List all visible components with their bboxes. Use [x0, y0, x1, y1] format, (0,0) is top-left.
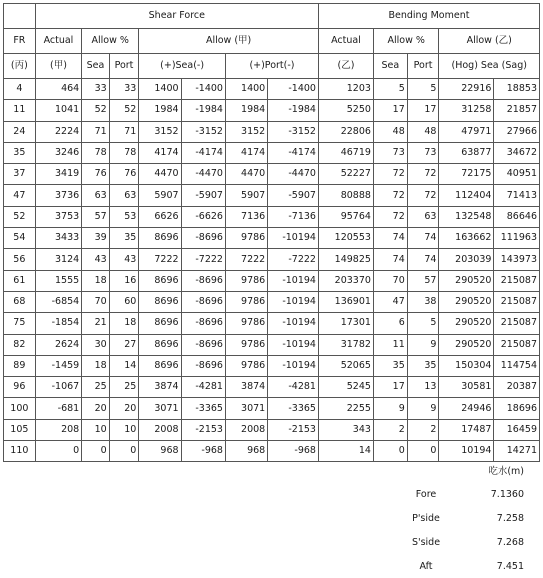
sf-port-neg-cell: -10194	[268, 270, 319, 291]
bm-sea-pct-header: Sea	[373, 54, 407, 79]
bm-sea-pct-cell: 72	[373, 206, 407, 227]
sf-actual-cell: -1459	[35, 355, 82, 376]
bm-actual-cell: 52065	[318, 355, 373, 376]
sf-sea-neg-cell: -8696	[181, 313, 225, 334]
sf-sea-pct-cell: 18	[82, 355, 109, 376]
table-row	[4, 142, 540, 163]
bm-sag-cell: 18853	[494, 79, 540, 100]
sf-port-pos-cell: 4174	[225, 142, 267, 163]
sf-actual-subheader: (甲)	[35, 54, 82, 79]
sf-actual-cell: 3736	[35, 185, 82, 206]
bm-actual-cell: 343	[318, 419, 373, 440]
bm-sag-cell: 215087	[494, 291, 540, 312]
sf-sea-pct-cell: 57	[82, 206, 109, 227]
fr-subheader: (丙)	[4, 54, 36, 79]
sf-port-pct-cell: 63	[109, 185, 139, 206]
bm-port-pct-cell: 13	[407, 377, 439, 398]
sf-port-pct-cell: 71	[109, 121, 139, 142]
sf-sea-neg-cell: -2153	[181, 419, 225, 440]
sf-sea-pos-cell: 968	[139, 441, 181, 462]
sf-sea-pos-cell: 4174	[139, 142, 181, 163]
sf-port-neg-cell: -10194	[268, 334, 319, 355]
sf-sea-pos-cell: 8696	[139, 291, 181, 312]
sf-sea-neg-cell: -1400	[181, 79, 225, 100]
sf-port-pct-cell: 33	[109, 79, 139, 100]
table-row	[4, 313, 540, 334]
bm-sea-pct-cell: 9	[373, 398, 407, 419]
bm-sea-pct-cell: 70	[373, 270, 407, 291]
bm-hog-cell: 290520	[439, 313, 494, 334]
bm-port-pct-header: Port	[407, 54, 439, 79]
bm-actual-cell: 5245	[318, 377, 373, 398]
sf-sea-pos-cell: 3071	[139, 398, 181, 419]
bm-hog-cell: 72175	[439, 164, 494, 185]
bm-actual-cell: 31782	[318, 334, 373, 355]
blank-corner	[4, 4, 36, 29]
sf-port-pct-cell: 78	[109, 142, 139, 163]
draft-value-pside: 7.258	[496, 512, 524, 524]
bm-port-pct-cell: 74	[407, 249, 439, 270]
bm-sag-cell: 14271	[494, 441, 540, 462]
table-row	[4, 121, 540, 142]
fr-cell: 82	[4, 334, 36, 355]
bm-allow-header: Allow (乙)	[439, 29, 540, 54]
sf-port-pos-cell: 2008	[225, 419, 267, 440]
sf-sea-pos-cell: 4470	[139, 164, 181, 185]
shear-force-header: Shear Force	[35, 4, 318, 29]
bm-sea-pct-cell: 74	[373, 249, 407, 270]
sf-actual-cell: 3246	[35, 142, 82, 163]
sf-port-neg-cell: -1984	[268, 100, 319, 121]
sf-actual-cell: 3753	[35, 206, 82, 227]
sf-actual-cell: 3124	[35, 249, 82, 270]
sf-actual-cell: 464	[35, 79, 82, 100]
sf-sea-neg-cell: -6626	[181, 206, 225, 227]
bm-sea-pct-cell: 72	[373, 185, 407, 206]
fr-cell: 4	[4, 79, 36, 100]
bm-port-pct-cell: 9	[407, 334, 439, 355]
bm-actual-cell: 149825	[318, 249, 373, 270]
sf-sea-pos-cell: 8696	[139, 313, 181, 334]
bm-sea-pct-cell: 17	[373, 100, 407, 121]
draft-label-fore: Fore	[415, 488, 437, 500]
sf-port-pos-cell: 4470	[225, 164, 267, 185]
table-row	[4, 100, 540, 121]
sf-port-pct-cell: 35	[109, 228, 139, 249]
sf-port-pct-cell: 10	[109, 419, 139, 440]
sf-port-pct-cell: 18	[109, 313, 139, 334]
bm-port-pct-cell: 72	[407, 164, 439, 185]
bm-actual-header: Actual	[318, 29, 373, 54]
bm-sea-pct-cell: 11	[373, 334, 407, 355]
bm-port-pct-cell: 2	[407, 419, 439, 440]
sf-actual-cell: 2224	[35, 121, 82, 142]
fr-cell: 37	[4, 164, 36, 185]
sf-sea-pct-cell: 25	[82, 377, 109, 398]
bm-port-pct-cell: 9	[407, 398, 439, 419]
bm-sea-pct-cell: 47	[373, 291, 407, 312]
sf-sea-pct-cell: 52	[82, 100, 109, 121]
sf-sea-pct-cell: 78	[82, 142, 109, 163]
bm-sea-pct-cell: 5	[373, 79, 407, 100]
bm-sag-cell: 71413	[494, 185, 540, 206]
sf-port-neg-cell: -3365	[268, 398, 319, 419]
bm-hog-cell: 47971	[439, 121, 494, 142]
sf-sea-pct-cell: 43	[82, 249, 109, 270]
sf-port-pct-cell: 60	[109, 291, 139, 312]
draft-value-aft: 7.451	[496, 560, 524, 572]
sf-actual-cell: 208	[35, 419, 82, 440]
bm-sag-cell: 215087	[494, 270, 540, 291]
fr-cell: 68	[4, 291, 36, 312]
sf-port-pos-cell: 968	[225, 441, 267, 462]
table-row	[4, 355, 540, 376]
bm-port-pct-cell: 17	[407, 100, 439, 121]
table-row	[4, 228, 540, 249]
bm-port-pct-cell: 73	[407, 142, 439, 163]
table-row	[4, 164, 540, 185]
sf-actual-cell: 3419	[35, 164, 82, 185]
sf-port-pos-cell: 7136	[225, 206, 267, 227]
sf-port-pos-cell: 3152	[225, 121, 267, 142]
sf-port-neg-cell: -10194	[268, 355, 319, 376]
sf-sea-neg-cell: -1984	[181, 100, 225, 121]
bm-port-pct-cell: 0	[407, 441, 439, 462]
sf-sea-pos-cell: 6626	[139, 206, 181, 227]
sf-port-pos-cell: 3874	[225, 377, 267, 398]
bm-hog-cell: 30581	[439, 377, 494, 398]
sf-port-neg-cell: -10194	[268, 228, 319, 249]
fr-cell: 56	[4, 249, 36, 270]
sf-sea-neg-cell: -3365	[181, 398, 225, 419]
sf-sea-pct-cell: 10	[82, 419, 109, 440]
bm-port-pct-cell: 38	[407, 291, 439, 312]
sf-sea-pos-cell: 7222	[139, 249, 181, 270]
sf-sea-neg-cell: -4470	[181, 164, 225, 185]
sf-allow-header: Allow (甲)	[139, 29, 319, 54]
bm-sag-cell: 215087	[494, 334, 540, 355]
bm-hog-cell: 63877	[439, 142, 494, 163]
bm-hog-cell: 17487	[439, 419, 494, 440]
sf-port-neg-cell: -4470	[268, 164, 319, 185]
bm-sea-pct-cell: 35	[373, 355, 407, 376]
bm-actual-cell: 2255	[318, 398, 373, 419]
bm-actual-cell: 52227	[318, 164, 373, 185]
bm-hog-cell: 290520	[439, 270, 494, 291]
bm-sag-cell: 143973	[494, 249, 540, 270]
sf-port-neg-cell: -4281	[268, 377, 319, 398]
sf-sea-pos-cell: 5907	[139, 185, 181, 206]
sf-sea-allow-header: (+)Sea(-)	[139, 54, 226, 79]
draft-value-fore: 7.1360	[490, 488, 524, 500]
sf-port-pct-cell: 43	[109, 249, 139, 270]
bm-hog-cell: 150304	[439, 355, 494, 376]
sf-sea-pct-cell: 63	[82, 185, 109, 206]
sf-sea-neg-cell: -8696	[181, 228, 225, 249]
sf-port-neg-cell: -7136	[268, 206, 319, 227]
sf-port-pos-cell: 3071	[225, 398, 267, 419]
table-row	[4, 270, 540, 291]
sf-sea-pct-cell: 20	[82, 398, 109, 419]
bm-hog-cell: 290520	[439, 291, 494, 312]
sf-port-neg-cell: -7222	[268, 249, 319, 270]
bm-hog-cell: 203039	[439, 249, 494, 270]
strength-table	[3, 3, 540, 462]
bm-sag-cell: 27966	[494, 121, 540, 142]
sf-actual-cell: 2624	[35, 334, 82, 355]
fr-cell: 96	[4, 377, 36, 398]
sf-port-neg-cell: -3152	[268, 121, 319, 142]
sf-port-pct-cell: 0	[109, 441, 139, 462]
sf-port-pos-cell: 9786	[225, 313, 267, 334]
sf-actual-cell: -681	[35, 398, 82, 419]
sf-sea-pos-cell: 2008	[139, 419, 181, 440]
sf-sea-pct-cell: 70	[82, 291, 109, 312]
sf-sea-pos-cell: 1984	[139, 100, 181, 121]
draft-panel	[396, 458, 528, 578]
bm-port-pct-cell: 5	[407, 313, 439, 334]
sf-port-neg-cell: -10194	[268, 291, 319, 312]
bm-actual-cell: 22806	[318, 121, 373, 142]
sf-sea-pct-cell: 71	[82, 121, 109, 142]
bm-port-pct-cell: 57	[407, 270, 439, 291]
table-row	[4, 206, 540, 227]
fr-cell: 35	[4, 142, 36, 163]
fr-cell: 11	[4, 100, 36, 121]
fr-cell: 52	[4, 206, 36, 227]
sf-sea-pct-cell: 0	[82, 441, 109, 462]
draft-label-aft: Aft	[419, 560, 433, 572]
sf-port-pos-cell: 9786	[225, 270, 267, 291]
bm-actual-cell: 14	[318, 441, 373, 462]
bm-actual-subheader: (乙)	[318, 54, 373, 79]
sf-port-pos-cell: 1400	[225, 79, 267, 100]
bm-sea-pct-cell: 2	[373, 419, 407, 440]
bm-actual-cell: 95764	[318, 206, 373, 227]
fr-cell: 61	[4, 270, 36, 291]
table-row	[4, 419, 540, 440]
sf-port-pct-cell: 52	[109, 100, 139, 121]
sf-port-pos-cell: 9786	[225, 228, 267, 249]
bm-sea-pct-cell: 17	[373, 377, 407, 398]
draft-label-pside: P'side	[412, 512, 440, 524]
draft-label-sside: S'side	[411, 536, 441, 548]
sf-port-neg-cell: -5907	[268, 185, 319, 206]
bm-actual-cell: 17301	[318, 313, 373, 334]
table-row	[4, 334, 540, 355]
sf-sea-neg-cell: -968	[181, 441, 225, 462]
sf-sea-pos-cell: 3874	[139, 377, 181, 398]
sf-sea-pos-cell: 8696	[139, 334, 181, 355]
sf-sea-neg-cell: -8696	[181, 270, 225, 291]
bm-port-pct-cell: 35	[407, 355, 439, 376]
bm-actual-cell: 46719	[318, 142, 373, 163]
bm-actual-cell: 80888	[318, 185, 373, 206]
sf-port-pos-cell: 7222	[225, 249, 267, 270]
sf-sea-neg-cell: -3152	[181, 121, 225, 142]
sf-sea-pos-cell: 8696	[139, 228, 181, 249]
sf-port-pct-cell: 16	[109, 270, 139, 291]
fr-cell: 54	[4, 228, 36, 249]
sf-port-neg-cell: -4174	[268, 142, 319, 163]
sf-port-neg-cell: -2153	[268, 419, 319, 440]
sf-port-pos-cell: 9786	[225, 291, 267, 312]
sf-actual-cell: 0	[35, 441, 82, 462]
sf-sea-pos-cell: 8696	[139, 270, 181, 291]
bm-sag-cell: 20387	[494, 377, 540, 398]
bm-sag-cell: 34672	[494, 142, 540, 163]
sf-actual-header: Actual	[35, 29, 82, 54]
sf-sea-pct-cell: 39	[82, 228, 109, 249]
sf-sea-pct-cell: 18	[82, 270, 109, 291]
fr-cell: 47	[4, 185, 36, 206]
sf-actual-cell: -1067	[35, 377, 82, 398]
bm-port-pct-cell: 5	[407, 79, 439, 100]
sf-sea-neg-cell: -4281	[181, 377, 225, 398]
sf-sea-neg-cell: -4174	[181, 142, 225, 163]
sf-port-pct-cell: 76	[109, 164, 139, 185]
table-row	[4, 185, 540, 206]
sf-sea-pct-cell: 33	[82, 79, 109, 100]
table-row	[4, 398, 540, 419]
bm-sag-cell: 86646	[494, 206, 540, 227]
table-row	[4, 79, 540, 100]
bm-hog-cell: 22916	[439, 79, 494, 100]
bm-hog-sag-header: (Hog) Sea (Sag)	[439, 54, 540, 79]
sf-actual-cell: 1041	[35, 100, 82, 121]
sf-port-pct-cell: 53	[109, 206, 139, 227]
sf-port-pos-cell: 9786	[225, 334, 267, 355]
sf-sea-neg-cell: -7222	[181, 249, 225, 270]
sf-actual-cell: -1854	[35, 313, 82, 334]
sf-port-neg-cell: -968	[268, 441, 319, 462]
sf-allow-pct-header: Allow %	[82, 29, 139, 54]
bm-port-pct-cell: 74	[407, 228, 439, 249]
bm-sag-cell: 215087	[494, 313, 540, 334]
fr-cell: 100	[4, 398, 36, 419]
sf-port-neg-cell: -10194	[268, 313, 319, 334]
sf-port-neg-cell: -1400	[268, 79, 319, 100]
bm-hog-cell: 132548	[439, 206, 494, 227]
bm-sea-pct-cell: 0	[373, 441, 407, 462]
fr-cell: 24	[4, 121, 36, 142]
sf-sea-pos-cell: 3152	[139, 121, 181, 142]
bm-actual-cell: 5250	[318, 100, 373, 121]
sf-actual-cell: 1555	[35, 270, 82, 291]
bm-actual-cell: 136901	[318, 291, 373, 312]
bm-actual-cell: 203370	[318, 270, 373, 291]
bm-sea-pct-cell: 72	[373, 164, 407, 185]
bm-sag-cell: 40951	[494, 164, 540, 185]
bm-hog-cell: 290520	[439, 334, 494, 355]
fr-cell: 110	[4, 441, 36, 462]
bm-sag-cell: 111963	[494, 228, 540, 249]
sf-port-pos-cell: 9786	[225, 355, 267, 376]
bm-sea-pct-cell: 74	[373, 228, 407, 249]
bm-sea-pct-cell: 73	[373, 142, 407, 163]
table-row	[4, 291, 540, 312]
sf-sea-pos-cell: 8696	[139, 355, 181, 376]
bm-sag-cell: 21857	[494, 100, 540, 121]
sf-port-pct-header: Port	[109, 54, 139, 79]
draft-value-sside: 7.268	[496, 536, 524, 548]
sf-sea-pct-header: Sea	[82, 54, 109, 79]
bm-sag-cell: 114754	[494, 355, 540, 376]
bm-actual-cell: 1203	[318, 79, 373, 100]
sf-actual-cell: 3433	[35, 228, 82, 249]
bm-allow-pct-header: Allow %	[373, 29, 439, 54]
bm-sea-pct-cell: 6	[373, 313, 407, 334]
sf-port-pct-cell: 14	[109, 355, 139, 376]
sf-port-allow-header: (+)Port(-)	[225, 54, 318, 79]
sf-sea-neg-cell: -5907	[181, 185, 225, 206]
bm-hog-cell: 163662	[439, 228, 494, 249]
fr-cell: 89	[4, 355, 36, 376]
sf-sea-pct-cell: 30	[82, 334, 109, 355]
bending-moment-header: Bending Moment	[318, 4, 539, 29]
bm-sag-cell: 18696	[494, 398, 540, 419]
sf-port-pos-cell: 1984	[225, 100, 267, 121]
table-row	[4, 249, 540, 270]
sf-sea-pos-cell: 1400	[139, 79, 181, 100]
sf-port-pos-cell: 5907	[225, 185, 267, 206]
bm-port-pct-cell: 63	[407, 206, 439, 227]
bm-port-pct-cell: 48	[407, 121, 439, 142]
table-row	[4, 377, 540, 398]
sf-port-pct-cell: 20	[109, 398, 139, 419]
sf-sea-neg-cell: -8696	[181, 355, 225, 376]
bm-hog-cell: 24946	[439, 398, 494, 419]
bm-actual-cell: 120553	[318, 228, 373, 249]
bm-sea-pct-cell: 48	[373, 121, 407, 142]
bm-hog-cell: 31258	[439, 100, 494, 121]
fr-cell: 75	[4, 313, 36, 334]
fr-header: FR	[4, 29, 36, 54]
bm-sag-cell: 16459	[494, 419, 540, 440]
sf-sea-neg-cell: -8696	[181, 291, 225, 312]
fr-cell: 105	[4, 419, 36, 440]
sf-actual-cell: -6854	[35, 291, 82, 312]
sf-port-pct-cell: 25	[109, 377, 139, 398]
sf-sea-pct-cell: 76	[82, 164, 109, 185]
bm-hog-cell: 10194	[439, 441, 494, 462]
sf-port-pct-cell: 27	[109, 334, 139, 355]
sf-sea-neg-cell: -8696	[181, 334, 225, 355]
sf-sea-pct-cell: 21	[82, 313, 109, 334]
bm-port-pct-cell: 72	[407, 185, 439, 206]
draft-title: 吃水(m)	[488, 466, 524, 477]
bm-hog-cell: 112404	[439, 185, 494, 206]
